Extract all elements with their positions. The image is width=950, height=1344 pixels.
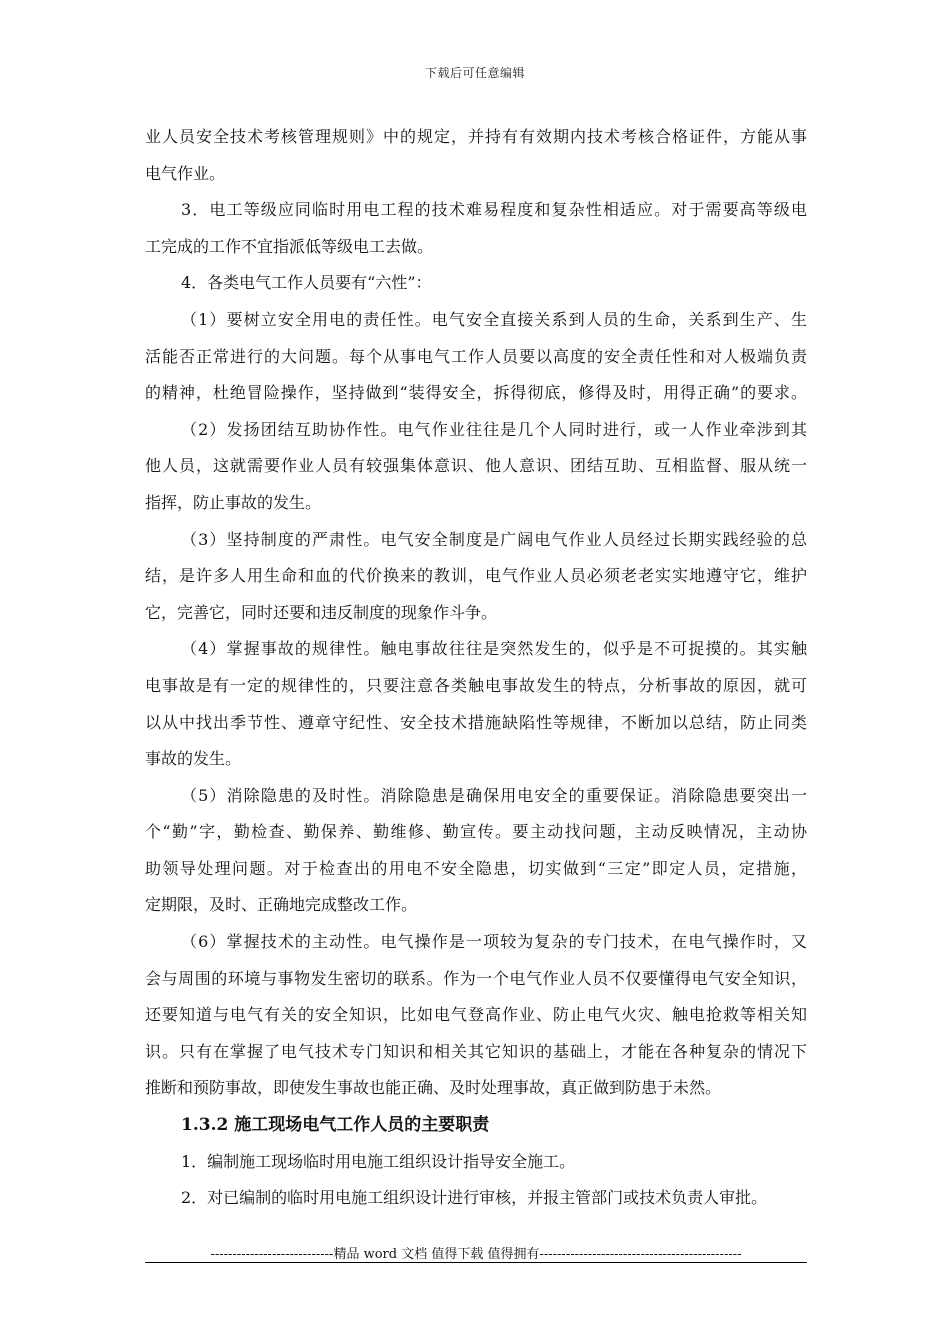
paragraph bbox=[145, 412, 807, 522]
text-line: 业人员安全技术考核管理规则》中的规定，并持有有效期内技术考核合格证件，方能从事 bbox=[145, 127, 807, 146]
page-footer: ----------------------------精品 word 文档 值得下载 值得拥有---------------------------------------------- bbox=[210, 1247, 742, 1262]
paragraph bbox=[145, 119, 807, 192]
text-line: 识。只有在掌握了电气技术专门知识和相关其它知识的基础上，才能在各种复杂的情况下 bbox=[145, 1041, 807, 1061]
section-heading: 1.3.2 施工现场电气工作人员的主要职责 bbox=[181, 1115, 490, 1136]
text-line: 定期限，及时、正确地完成整改工作。 bbox=[145, 895, 418, 915]
paragraph bbox=[145, 778, 807, 924]
text-line: （4）掌握事故的规律性。触电事故往往是突然发生的，似乎是不可捉摸的。其实触 bbox=[181, 639, 807, 659]
text-line: （2）发扬团结互助协作性。电气作业往往是几个人同时进行，或一人作业牵涉到其 bbox=[181, 419, 807, 439]
text-line: 个“勤”字，勤检查、勤保养、勤维修、勤宣传。要主动找问题，主动反映情况，主动协 bbox=[145, 822, 807, 842]
text-line: 的精神，杜绝冒险操作，坚持做到“装得安全，拆得彻底，修得及时，用得正确”的要求。 bbox=[145, 383, 807, 403]
list-item bbox=[145, 1180, 807, 1217]
text-line: 推断和预防事故，即使发生事故也能正确、及时处理事故，真正做到防患于未然。 bbox=[145, 1078, 722, 1098]
footer-divider bbox=[145, 1262, 807, 1263]
text-line: 还要知道与电气有关的安全知识，比如电气登高作业、防止电气火灾、触电抢救等相关知 bbox=[145, 1005, 807, 1025]
text-line: 他人员，这就需要作业人员有较强集体意识、他人意识、团结互助、互相监督、服从统一 bbox=[145, 456, 807, 476]
text-line: 电事故是有一定的规律性的，只要注意各类触电事故发生的特点，分析事故的原因，就可 bbox=[145, 675, 807, 695]
text-line: （5）消除隐患的及时性。消除隐患是确保用电安全的重要保证。消除隐患要突出一 bbox=[181, 785, 807, 805]
text-line: 电气作业。 bbox=[145, 163, 226, 183]
page-header: 下载后可任意编辑 bbox=[424, 66, 525, 80]
text-line: 以从中找出季节性、遵章守纪性、安全技术措施缺陷性等规律，不断加以总结，防止同类 bbox=[145, 712, 807, 732]
text-line: （6）掌握技术的主动性。电气操作是一项较为复杂的专门技术，在电气操作时，又 bbox=[181, 932, 807, 952]
paragraph bbox=[145, 302, 807, 412]
text-line: 3．电工等级应同临时用电工程的技术难易程度和复杂性相适应。对于需要高等级电 bbox=[181, 200, 807, 220]
text-line: 会与周围的环境与事物发生密切的联系。作为一个电气作业人员不仅要懂得电气安全知识， bbox=[145, 968, 807, 988]
text-line: 它，完善它，同时还要和违反制度的现象作斗争。 bbox=[145, 602, 498, 622]
text-line: 工完成的工作不宜指派低等级电工去做。 bbox=[145, 236, 434, 256]
paragraph bbox=[145, 924, 807, 1107]
text-line: 事故的发生。 bbox=[145, 749, 242, 769]
text-line: 2．对已编制的临时用电施工组织设计进行审核，并报主管部门或技术负责人审批。 bbox=[181, 1188, 768, 1208]
text-line: （3）坚持制度的严肃性。电气安全制度是广阔电气作业人员经过长期实践经验的总 bbox=[181, 529, 807, 549]
text-line: 1．编制施工现场临时用电施工组织设计指导安全施工。 bbox=[181, 1151, 576, 1171]
paragraph bbox=[145, 631, 807, 777]
paragraph bbox=[145, 265, 807, 302]
text-line: 4．各类电气工作人员要有“六性”： bbox=[181, 273, 432, 293]
text-line: 活能否正常进行的大问题。每个从事电气工作人员要以高度的安全责任性和对人极端负责 bbox=[145, 346, 807, 366]
text-line: 指挥，防止事故的发生。 bbox=[145, 492, 322, 512]
text-line: 助领导处理问题。对于检查出的用电不安全隐患，切实做到“三定”即定人员，定措施， bbox=[145, 858, 807, 878]
paragraph bbox=[145, 192, 807, 265]
text-line: 结，是许多人用生命和血的代价换来的教训，电气作业人员必须老老实实地遵守它，维护 bbox=[145, 566, 807, 586]
paragraph bbox=[145, 522, 807, 632]
list-item bbox=[145, 1144, 807, 1181]
document-body bbox=[145, 119, 807, 1217]
text-line: （1）要树立安全用电的责任性。电气安全直接关系到人员的生命，关系到生产、生 bbox=[181, 309, 807, 329]
